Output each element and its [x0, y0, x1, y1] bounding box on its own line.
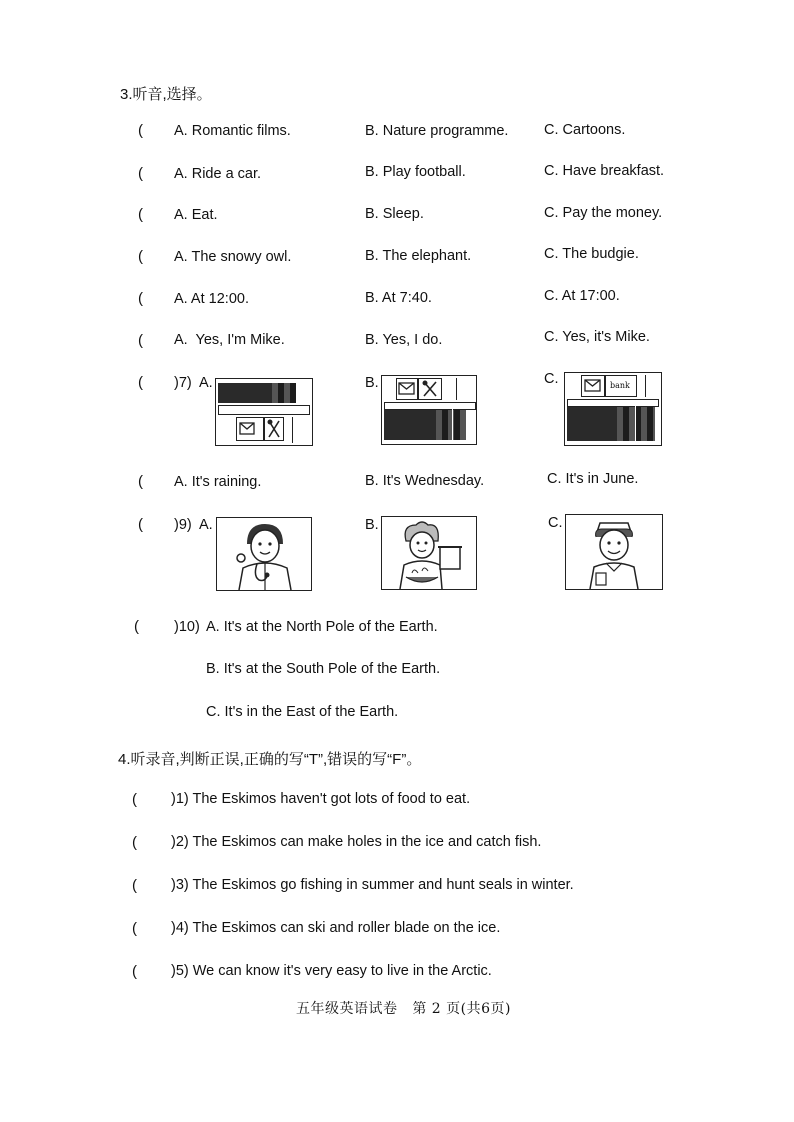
answer-bracket[interactable]: ( [132, 877, 137, 894]
envelope-icon [396, 378, 418, 400]
street-map-icon[interactable] [215, 378, 313, 446]
answer-bracket[interactable]: ( [132, 834, 137, 851]
envelope-icon [236, 417, 264, 441]
answer-bracket[interactable]: ( [138, 248, 143, 265]
answer-bracket[interactable]: ( [138, 122, 143, 139]
bank-sign: bank [610, 381, 630, 390]
option-b: B. It's at the South Pole of the Earth. [206, 661, 441, 677]
section-4-title: 4.听录音,判断正误,正确的写“T”,错误的写“F”。 [118, 751, 422, 768]
option-c-label: C. [548, 515, 563, 531]
answer-bracket[interactable]: ( [138, 206, 143, 223]
option-c: C. It's in the East of the Earth. [206, 704, 399, 720]
option-b-label: B. [365, 517, 379, 533]
option-b: B. Nature programme. [365, 123, 509, 139]
answer-bracket[interactable]: ( [132, 920, 137, 937]
doctor-icon[interactable] [216, 517, 312, 591]
option-a-label: A. [199, 375, 213, 391]
page-footer: 五年级英语试卷 第 2 页(共6页) [296, 1001, 511, 1017]
option-b: B. It's Wednesday. [365, 473, 485, 489]
street-map-icon[interactable] [564, 372, 662, 446]
option-a: A. The snowy owl. [174, 249, 292, 265]
nurse-icon[interactable] [565, 514, 663, 590]
question-number: )7) [174, 375, 192, 391]
statement-text: )3) The Eskimos go fishing in summer and hunt seals in winter. [171, 877, 574, 893]
fork-spoon-icon [418, 378, 442, 400]
statement-text: )2) The Eskimos can make holes in the ice and catch fish. [171, 834, 542, 850]
option-a: A. Ride a car. [174, 166, 262, 182]
answer-bracket[interactable]: ( [138, 516, 143, 533]
answer-bracket[interactable]: ( [138, 332, 143, 349]
option-b: B. At 7:40. [365, 290, 432, 306]
question-number: )9) [174, 517, 192, 533]
bank-building [605, 375, 637, 397]
option-b: B. Play football. [365, 164, 466, 180]
option-c: C. At 17:00. [544, 288, 620, 304]
option-a: A. At 12:00. [174, 291, 249, 307]
answer-bracket[interactable]: ( [138, 290, 143, 307]
option-c: C. Have breakfast. [544, 163, 665, 179]
option-c: C. Pay the money. [544, 205, 663, 221]
envelope-icon [581, 375, 605, 397]
cook-icon[interactable] [381, 516, 477, 590]
option-a: A. It's raining. [174, 474, 262, 490]
option-c: C. Cartoons. [544, 122, 626, 138]
answer-bracket[interactable]: ( [138, 473, 143, 490]
answer-bracket[interactable]: ( [138, 374, 143, 391]
fork-spoon-icon [264, 417, 284, 441]
question-number: )10) [174, 619, 200, 635]
statement-text: )5) We can know it's very easy to live in the Arctic. [171, 963, 492, 979]
option-c-label: C. [544, 371, 559, 387]
statement-text: )4) The Eskimos can ski and roller blade on the ice. [171, 920, 501, 936]
section-3-title: 3.听音,选择。 [120, 86, 212, 103]
option-a: A. Eat. [174, 207, 218, 223]
answer-bracket[interactable]: ( [132, 791, 137, 808]
option-c: C. The budgie. [544, 246, 639, 262]
option-b: B. Sleep. [365, 206, 424, 222]
option-a-label: A. [199, 517, 213, 533]
option-a: A. It's at the North Pole of the Earth. [206, 619, 438, 635]
option-c: C. Yes, it's Mike. [544, 329, 650, 345]
option-a: A. Romantic films. [174, 123, 291, 139]
statement-text: )1) The Eskimos haven't got lots of food to eat. [171, 791, 471, 807]
option-b: B. The elephant. [365, 248, 472, 264]
answer-bracket[interactable]: ( [138, 165, 143, 182]
option-b: B. Yes, I do. [365, 332, 443, 348]
answer-bracket[interactable]: ( [132, 963, 137, 980]
option-b-label: B. [365, 375, 379, 391]
street-map-icon[interactable] [381, 375, 477, 445]
option-c: C. It's in June. [547, 471, 639, 487]
answer-bracket[interactable]: ( [134, 618, 139, 635]
option-a: A. Yes, I'm Mike. [174, 332, 285, 348]
